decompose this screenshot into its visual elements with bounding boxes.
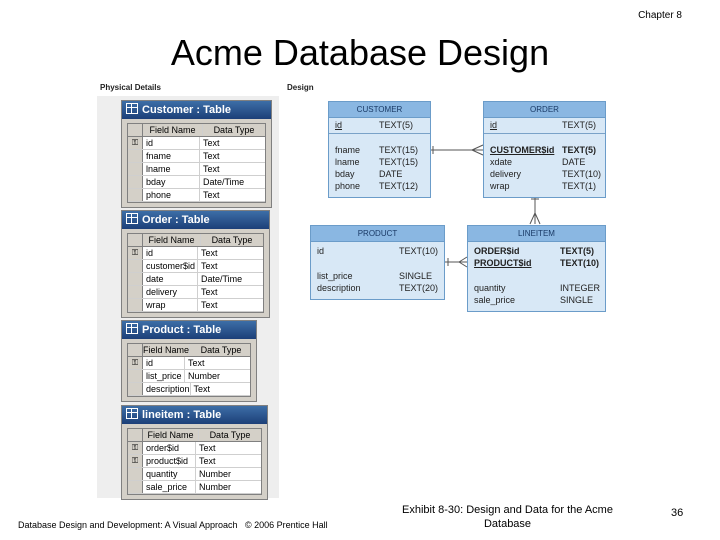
customer-table-title: Customer : Table (142, 104, 232, 116)
er-attribute-name: fname (335, 145, 361, 155)
er-attribute-type: TEXT(12) (379, 181, 419, 191)
er-attribute-name: id (490, 120, 498, 130)
data-type-header: Data Type (211, 235, 253, 245)
data-type-cell: Text (201, 248, 218, 258)
er-attribute-row (474, 257, 601, 269)
field-name-cell: fname (143, 150, 200, 162)
field-name-cell: quantity (143, 468, 196, 480)
er-attribute-name: wrap (490, 181, 510, 191)
er-attribute-type: TEXT(20) (399, 283, 439, 293)
er-attribute-name: id (335, 120, 343, 130)
data-type-cell: Date/Time (201, 274, 243, 284)
field-name-cell: wrap (143, 299, 198, 311)
er-order-header: ORDER (484, 102, 605, 118)
er-attribute-row (335, 156, 426, 168)
er-attribute-row (335, 144, 426, 156)
er-attribute-type: TEXT(5) (379, 120, 414, 130)
primary-key-icon: ⚿ (128, 455, 143, 467)
er-attribute-name: id (317, 246, 325, 256)
er-attribute-row (474, 294, 601, 306)
er-attribute-name: PRODUCT$id (474, 258, 532, 268)
er-attribute-name: lname (335, 157, 360, 167)
er-attribute-type: INTEGER (560, 283, 601, 293)
er-attribute-type: DATE (379, 169, 403, 179)
er-attribute-type: DATE (562, 157, 586, 167)
er-attribute-row (490, 180, 601, 192)
lineitem-many-mark-right (535, 213, 540, 224)
physical-details-label: Physical Details (100, 83, 161, 92)
product-table-title: Product : Table (142, 324, 222, 336)
er-attribute-type: TEXT(5) (560, 246, 595, 256)
er-attribute-row (335, 180, 426, 192)
field-name-cell: bday (143, 176, 200, 188)
primary-key-icon: ⚿ (128, 442, 143, 454)
er-attribute-type: TEXT(1) (562, 181, 597, 191)
data-type-cell: Text (188, 358, 205, 368)
er-product-entity (310, 225, 445, 300)
field-name-cell: order$id (143, 442, 196, 454)
er-attribute-row (490, 168, 601, 180)
er-attribute-type: SINGLE (560, 295, 594, 305)
er-attribute-name: ORDER$id (474, 246, 520, 256)
er-attribute-name: sale_price (474, 295, 516, 305)
data-type-cell: Number (188, 371, 221, 381)
data-type-cell: Text (199, 456, 216, 466)
data-type-cell: Number (199, 469, 232, 479)
er-attribute-name: phone (335, 181, 361, 191)
field-name-cell: product$id (143, 455, 196, 467)
data-type-cell: Text (199, 443, 216, 453)
er-divider (329, 133, 430, 134)
slide-title: Acme Database Design (170, 32, 550, 73)
data-type-cell: Text (203, 138, 220, 148)
er-attribute-name: quantity (474, 283, 506, 293)
field-name-cell: customer$id (143, 260, 198, 272)
page-number: 36 (671, 507, 684, 519)
field-name-cell: list_price (143, 370, 185, 382)
er-attribute-row (474, 245, 601, 257)
er-lineitem-header: LINEITEM (468, 226, 605, 242)
data-type-cell: Text (201, 261, 218, 271)
er-attribute-type: TEXT(5) (562, 120, 597, 130)
er-attribute-name: CUSTOMER$id (490, 145, 555, 155)
field-name-cell: id (143, 247, 198, 259)
er-attribute-type: SINGLE (399, 271, 433, 281)
er-attribute-row (317, 245, 440, 257)
er-attribute-name: bday (335, 169, 355, 179)
design-label: Design (287, 83, 314, 92)
er-attribute-type: TEXT(10) (399, 246, 439, 256)
lineitem-many-mark-bottom (459, 262, 467, 267)
er-attribute-row (490, 156, 601, 168)
er-attribute-type: TEXT(10) (560, 258, 600, 268)
er-attribute-row (490, 144, 601, 156)
data-type-cell: Text (203, 164, 220, 174)
data-type-cell: Date/Time (203, 177, 245, 187)
data-type-header: Data Type (213, 125, 255, 135)
field-name-cell: delivery (143, 286, 198, 298)
field-name-cell: id (143, 357, 185, 369)
primary-key-icon: ⚿ (128, 137, 143, 149)
data-type-header: Data Type (209, 430, 251, 440)
field-name-cell: lname (143, 163, 200, 175)
field-name-header: Field Name (143, 345, 190, 355)
data-type-cell: Text (201, 287, 218, 297)
field-name-cell: sale_price (143, 481, 196, 493)
er-attribute-name: delivery (490, 169, 522, 179)
field-name-cell: date (143, 273, 198, 285)
er-attribute-name: list_price (317, 271, 353, 281)
data-type-cell: Text (201, 300, 218, 310)
field-name-cell: description (143, 383, 191, 395)
primary-key-icon: ⚿ (128, 247, 143, 259)
field-name-header: Field Name (143, 234, 201, 246)
lineitem-many-mark-top (459, 257, 467, 262)
er-attribute-type: TEXT(5) (562, 145, 597, 155)
er-lineitem-entity (467, 225, 606, 312)
field-name-header: Field Name (143, 429, 199, 441)
er-attribute-name: xdate (490, 157, 513, 167)
er-attribute-type: TEXT(10) (562, 169, 602, 179)
er-attribute-row (335, 168, 426, 180)
data-type-cell: Text (203, 190, 220, 200)
data-type-header: Data Type (200, 345, 242, 355)
chapter-label: Chapter 8 (638, 10, 682, 21)
field-name-header: Field Name (143, 124, 203, 136)
er-divider (484, 133, 605, 134)
footer-credit: Database Design and Development: A Visual Approach © 2006 Prentice Hall (18, 520, 328, 530)
er-attribute-row (490, 119, 601, 131)
order-many-mark-bottom (472, 150, 483, 155)
primary-key-icon: ⚿ (128, 357, 143, 369)
er-attribute-row (317, 270, 440, 282)
er-customer-header: CUSTOMER (329, 102, 430, 118)
er-product-header: PRODUCT (311, 226, 444, 242)
er-order-entity (483, 101, 606, 198)
data-type-cell: Text (193, 384, 211, 394)
er-customer-entity (328, 101, 431, 198)
data-type-cell: Text (203, 151, 220, 161)
data-type-cell: Number (199, 482, 232, 492)
lineitem-table-title: lineitem : Table (142, 409, 222, 421)
field-name-cell: phone (143, 189, 200, 201)
er-attribute-row (317, 282, 440, 294)
field-name-cell: id (143, 137, 200, 149)
exhibit-caption: Exhibit 8-30: Design and Data for the Acme Database (402, 504, 613, 530)
er-attribute-name: description (317, 283, 361, 293)
er-attribute-type: TEXT(15) (379, 145, 419, 155)
er-attribute-type: TEXT(15) (379, 157, 419, 167)
er-attribute-row (335, 119, 426, 131)
order-table-title: Order : Table (142, 214, 210, 226)
lineitem-many-mark-left (530, 213, 535, 224)
er-attribute-row (474, 282, 601, 294)
order-many-mark-top (472, 145, 483, 150)
